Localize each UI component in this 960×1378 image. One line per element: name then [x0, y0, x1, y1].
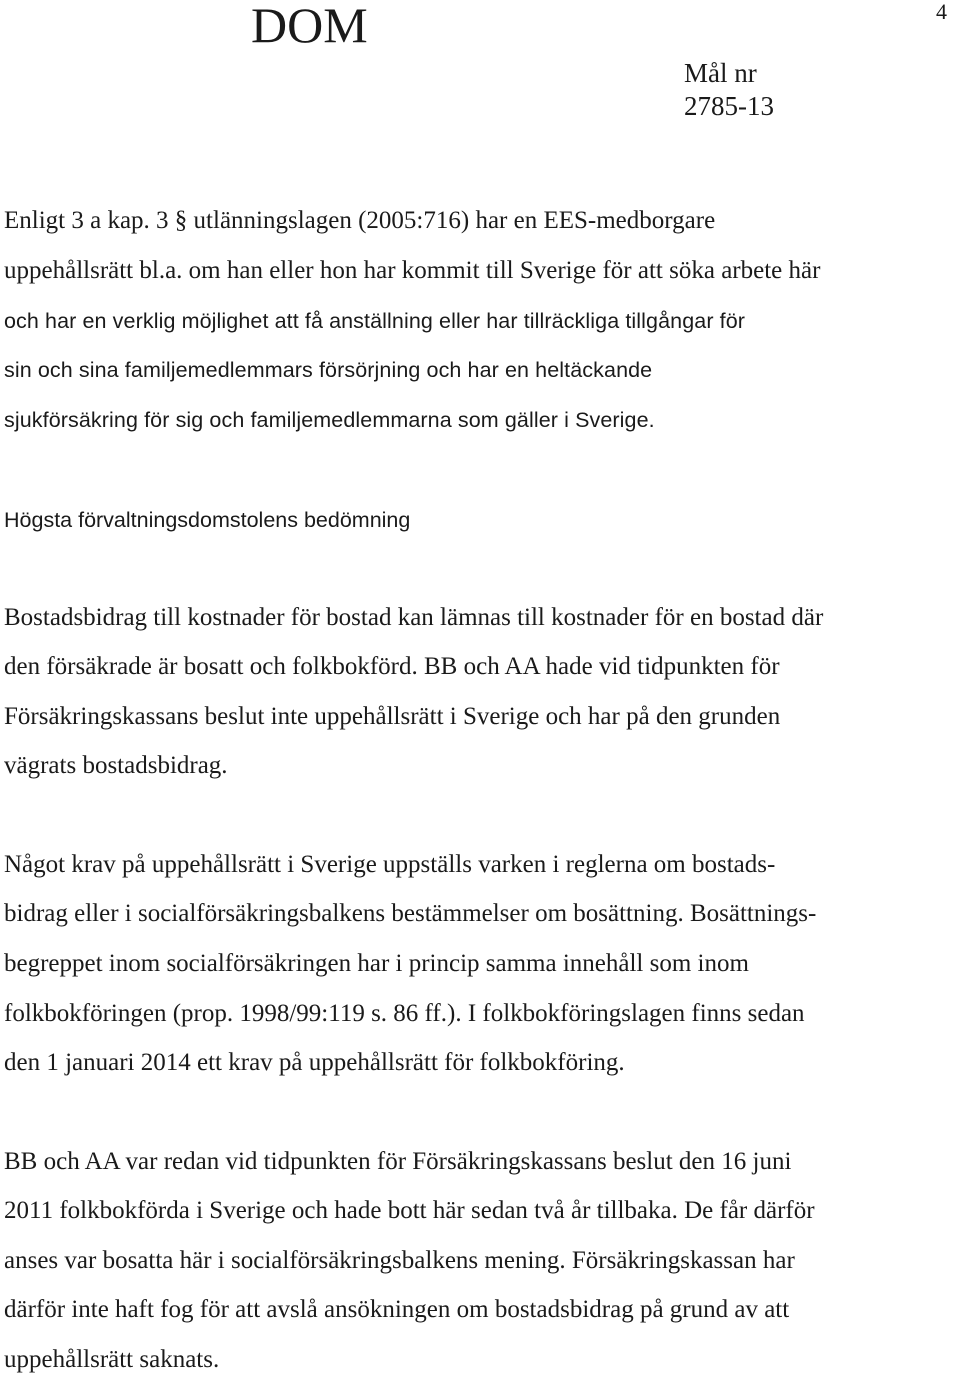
text-line: den försäkrade är bosatt och folkbokförd. BB och AA hade vid tidpunkten för — [4, 653, 780, 680]
text-line: Något krav på uppehållsrätt i Sverige uppställs varken i reglerna om bostads- — [4, 851, 776, 878]
text-line: och har en verklig möjlighet att få anställning eller har tillräckliga tillgångar för — [4, 309, 746, 333]
document-title: DOM — [251, 0, 368, 53]
text-line: Försäkringskassans beslut inte uppehållsrätt i Sverige och har på den grunden — [4, 703, 781, 730]
page-number: 4 — [936, 0, 947, 24]
case-number-label: Mål nr — [684, 58, 757, 88]
text-line: begreppet inom socialförsäkringen har i princip samma innehåll som inom — [4, 950, 749, 977]
text-line: uppehållsrätt bl.a. om han eller hon har kommit till Sverige för att söka arbete här — [4, 257, 821, 284]
text-line: uppehållsrätt saknats. — [4, 1346, 220, 1373]
text-line: Enligt 3 a kap. 3 § utlänningslagen (2005:716) har en EES-medborgare — [4, 207, 716, 234]
text-line: den 1 januari 2014 ett krav på uppehållsrätt för folkbokföring. — [4, 1049, 625, 1076]
text-line: folkbokföringen (prop. 1998/99:119 s. 86 ff.). I folkbokföringslagen finns sedan — [4, 1000, 805, 1027]
text-line: BB och AA var redan vid tidpunkten för Försäkringskassans beslut den 16 juni — [4, 1148, 792, 1175]
text-line: 2011 folkbokförda i Sverige och hade bott här sedan två år tillbaka. De får därför — [4, 1197, 815, 1224]
case-number: 2785-13 — [684, 91, 774, 121]
text-line: därför inte haft fog för att avslå ansökningen om bostadsbidrag på grund av att — [4, 1296, 790, 1323]
text-line: anses var bosatta här i socialförsäkringsbalkens mening. Försäkringskassan har — [4, 1247, 795, 1274]
text-line: Bostadsbidrag till kostnader för bostad kan lämnas till kostnader för en bostad där — [4, 604, 824, 631]
text-line: bidrag eller i socialförsäkringsbalkens bestämmelser om bosättning. Bosättnings- — [4, 900, 817, 927]
text-line: sin och sina familjemedlemmars försörjning och har en heltäckande — [4, 358, 653, 382]
text-line: sjukförsäkring för sig och familjemedlemmarna som gäller i Sverige. — [4, 408, 655, 432]
text-line: vägrats bostadsbidrag. — [4, 752, 228, 779]
section-heading: Högsta förvaltningsdomstolens bedömning — [4, 508, 411, 532]
